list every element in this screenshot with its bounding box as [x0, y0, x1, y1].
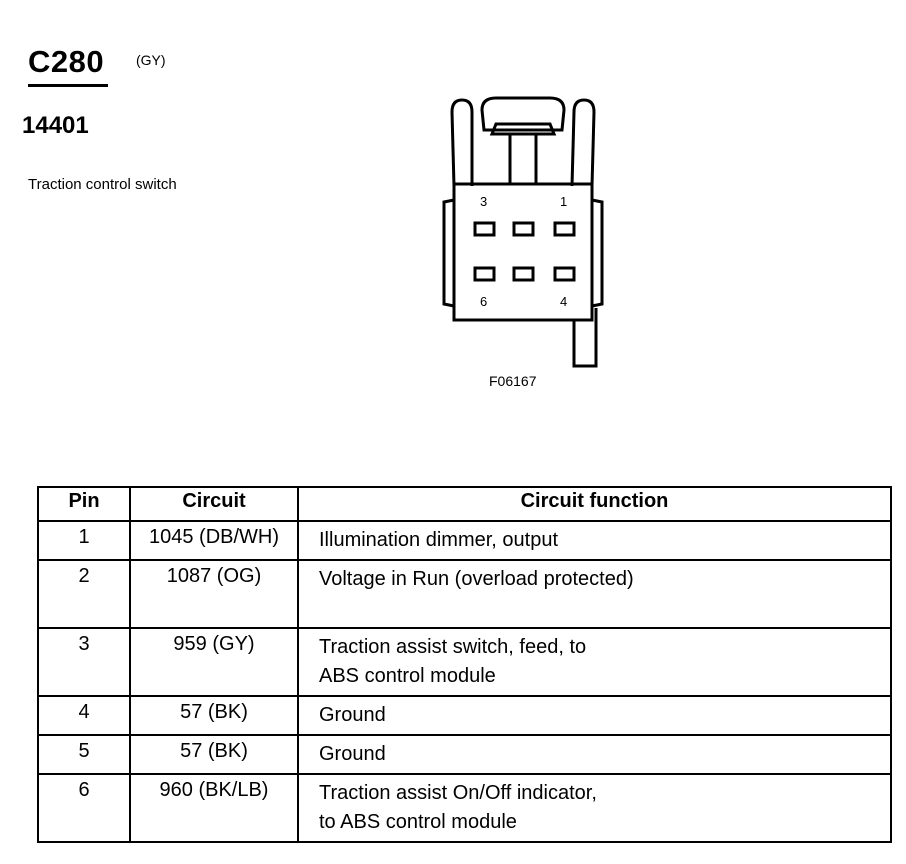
- row-function: Traction assist On/Off indicator, to ABS control module: [298, 774, 891, 842]
- table-row: [38, 560, 891, 628]
- pin-table: [37, 486, 892, 843]
- row-pin: 4: [38, 696, 130, 735]
- row-circuit: 57 (BK): [130, 696, 298, 735]
- connector-body: [454, 184, 592, 320]
- table-row: [38, 774, 891, 842]
- row-pin: 2: [38, 560, 130, 628]
- pin-cavity-2: [514, 223, 533, 235]
- pin-label-4: 4: [560, 294, 568, 309]
- row-function: Traction assist switch, feed, to ABS control module: [298, 628, 891, 696]
- component-name: Traction control switch: [28, 176, 177, 193]
- row-function: Voltage in Run (overload protected): [298, 560, 891, 628]
- figure-id: F06167: [489, 373, 537, 389]
- row-circuit: 57 (BK): [130, 735, 298, 774]
- table-row: [38, 696, 891, 735]
- connector-id: C280: [28, 44, 105, 79]
- row-circuit: 1045 (DB/WH): [130, 521, 298, 560]
- row-function: Ground: [298, 735, 891, 774]
- connector-face-diagram: [400, 90, 610, 370]
- table-row: [38, 521, 891, 560]
- table-row: [38, 628, 891, 696]
- pin-label-6: 6: [480, 294, 488, 309]
- left-latch-arm: [452, 100, 472, 186]
- pin-cavity-6: [475, 268, 494, 280]
- row-circuit: 960 (BK/LB): [130, 774, 298, 842]
- row-circuit: 959 (GY): [130, 628, 298, 696]
- pin-cavity-3: [475, 223, 494, 235]
- table-row: [38, 735, 891, 774]
- pin-label-1: 1: [560, 194, 568, 209]
- connector-color: (GY): [136, 52, 166, 68]
- header-function: Circuit function: [298, 487, 891, 521]
- row-pin: 5: [38, 735, 130, 774]
- table-header-row: [38, 487, 891, 521]
- header-pin: Pin: [38, 487, 130, 521]
- lock-post: [510, 134, 536, 184]
- header-circuit: Circuit: [130, 487, 298, 521]
- row-function: Ground: [298, 696, 891, 735]
- row-pin: 6: [38, 774, 130, 842]
- row-pin: 3: [38, 628, 130, 696]
- connector-id-underline: [28, 84, 108, 87]
- row-pin: 1: [38, 521, 130, 560]
- row-circuit: 1087 (OG): [130, 560, 298, 628]
- part-number: 14401: [22, 112, 89, 139]
- row-function: Illumination dimmer, output: [298, 521, 891, 560]
- right-latch-arm: [572, 100, 594, 186]
- pin-cavity-4: [555, 268, 574, 280]
- pin-label-3: 3: [480, 194, 488, 209]
- pin-cavity-5: [514, 268, 533, 280]
- pin-cavity-1: [555, 223, 574, 235]
